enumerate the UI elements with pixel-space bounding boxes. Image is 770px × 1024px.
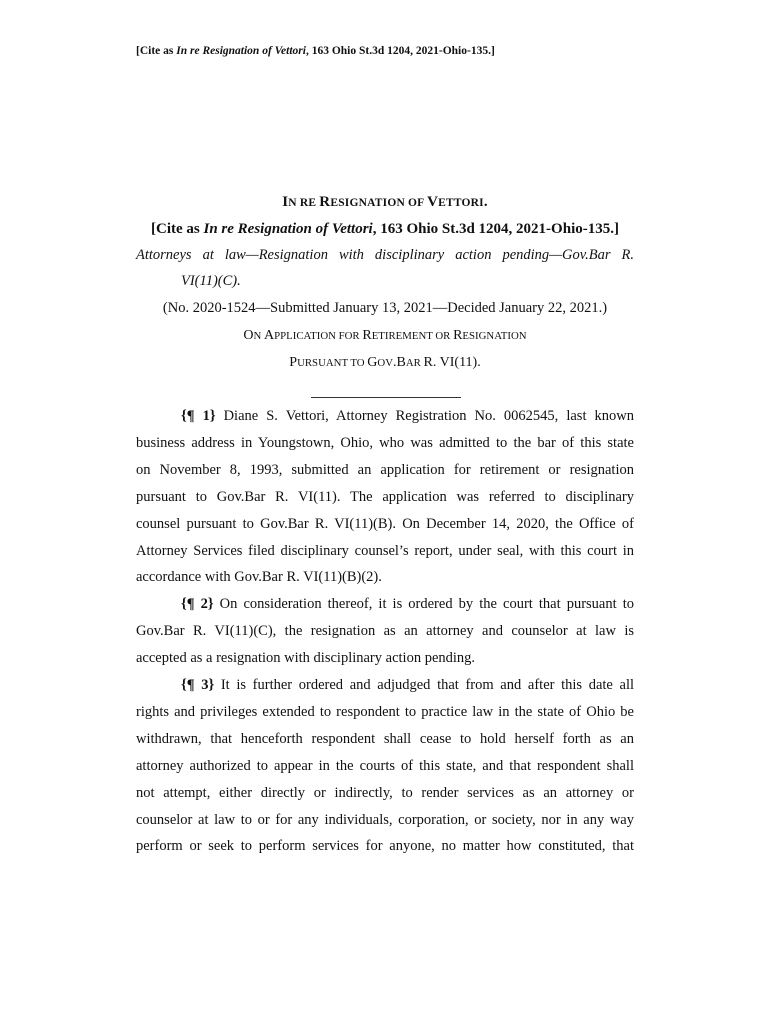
application-heading-segment: G [367, 355, 378, 370]
paragraph-text: rights and privileges extended to respondent to practice law in the state of Ohio be [136, 703, 634, 720]
paragraph-line [136, 567, 634, 587]
paragraph-line [136, 460, 634, 480]
application-heading-segment: A [264, 328, 275, 343]
paragraph-line [136, 810, 634, 830]
paragraph-text: Gov.Bar R. VI(11)(C), the resignation as an attorney and counselor at law is [136, 623, 634, 640]
application-heading-segment: .B [393, 355, 406, 370]
paragraph-text: business address in Youngstown, Ohio, who was admitted to the bar of this state [136, 434, 634, 451]
paragraph-line [136, 514, 634, 534]
paragraph-line [136, 729, 634, 749]
paragraph-line [136, 702, 634, 722]
paragraph-line [136, 621, 634, 641]
paragraph-text: on November 8, 1993, submitted an application for retirement or resignation [136, 461, 634, 478]
paragraph-text: Diane S. Vettori, Attorney Registration No. 0062545, last known [215, 408, 634, 424]
application-heading-segment: ESIGNATION [462, 330, 527, 342]
paragraph-line [181, 594, 634, 614]
application-heading-segment: R [453, 328, 463, 343]
paragraph-line [136, 783, 634, 803]
application-heading-segment: AR [405, 357, 424, 369]
paragraph-line [136, 487, 634, 507]
application-heading-segment: OV [377, 357, 393, 369]
paragraph-text: attorney authorized to appear in the courts of this state, and that respondent shall [136, 757, 634, 774]
paragraph-text: counsel pursuant to Gov.Bar R. VI(11)(B). On December 14, 2020, the Office of [136, 515, 634, 532]
paragraph-number: {¶ 3} [181, 677, 215, 693]
paragraph-line [136, 756, 634, 776]
paragraph-line [181, 406, 634, 426]
paragraph-text: It is further ordered and adjudged that from and after this date all [214, 677, 635, 693]
application-heading-segment: PPLICATION FOR [274, 330, 363, 342]
paragraph-text: withdrawn, that henceforth respondent shall cease to hold herself forth as an [136, 730, 634, 747]
application-heading-segment: O [243, 328, 254, 343]
application-heading-line-1 [0, 328, 770, 344]
application-heading-segment: ETIREMENT OR [371, 330, 454, 342]
headnote-line-2: VI(11)(C). [181, 273, 241, 289]
paragraph-text: accepted as a resignation with disciplinary action pending. [136, 650, 476, 667]
paragraph-text: Attorney Services filed disciplinary counsel’s report, under seal, with this court in [136, 542, 634, 559]
paragraph-line [136, 433, 634, 453]
paragraph-number: {¶ 2} [181, 596, 214, 613]
section-separator [311, 397, 461, 398]
docket-line: (No. 2020-1524—Submitted January 13, 2021—Decided January 22, 2021.) [162, 300, 608, 316]
citation-line: [Cite as In re Resignation of Vettori, 163 Ohio St.3d 1204, 2021-Ohio-135.] [151, 221, 619, 237]
paragraph-text: pursuant to Gov.Bar R. VI(11). The application was referred to disciplinary [136, 488, 634, 505]
paragraph-line [136, 836, 634, 856]
application-heading-line-2 [0, 355, 770, 371]
paragraph-line [136, 541, 634, 561]
application-heading-segment: N [253, 330, 265, 342]
case-title: IN RE RESIGNATION OF VETTORI. [282, 194, 488, 210]
paragraph-text: accordance with Gov.Bar R. VI(11)(B)(2). [136, 569, 382, 586]
paragraph-line [181, 675, 634, 695]
application-heading-segment: P [289, 355, 298, 370]
running-citation-header: [Cite as In re Resignation of Vettori, 163 Ohio St.3d 1204, 2021-Ohio-135.] [136, 45, 495, 57]
paragraph-text: perform or seek to perform services for anyone, no matter how constituted, that [136, 838, 634, 855]
paragraph-text: not attempt, either directly or indirectly, to render services as an attorney or [136, 784, 634, 801]
headnote-line-1: Attorneys at law—Resignation with disciplinary action pending—Gov.Bar R. [136, 247, 634, 263]
paragraph-number: {¶ 1} [181, 408, 216, 424]
paragraph-text: On consideration thereof, it is ordered by the court that pursuant to [213, 596, 634, 613]
application-heading-segment: R [362, 328, 372, 343]
paragraph-line [136, 648, 634, 668]
paragraph-text: counselor at law to or for any individuals, corporation, or society, nor in any way [136, 811, 634, 828]
application-heading-segment: URSUANT TO [297, 357, 368, 369]
application-heading-segment: R. VI(11). [423, 355, 481, 370]
